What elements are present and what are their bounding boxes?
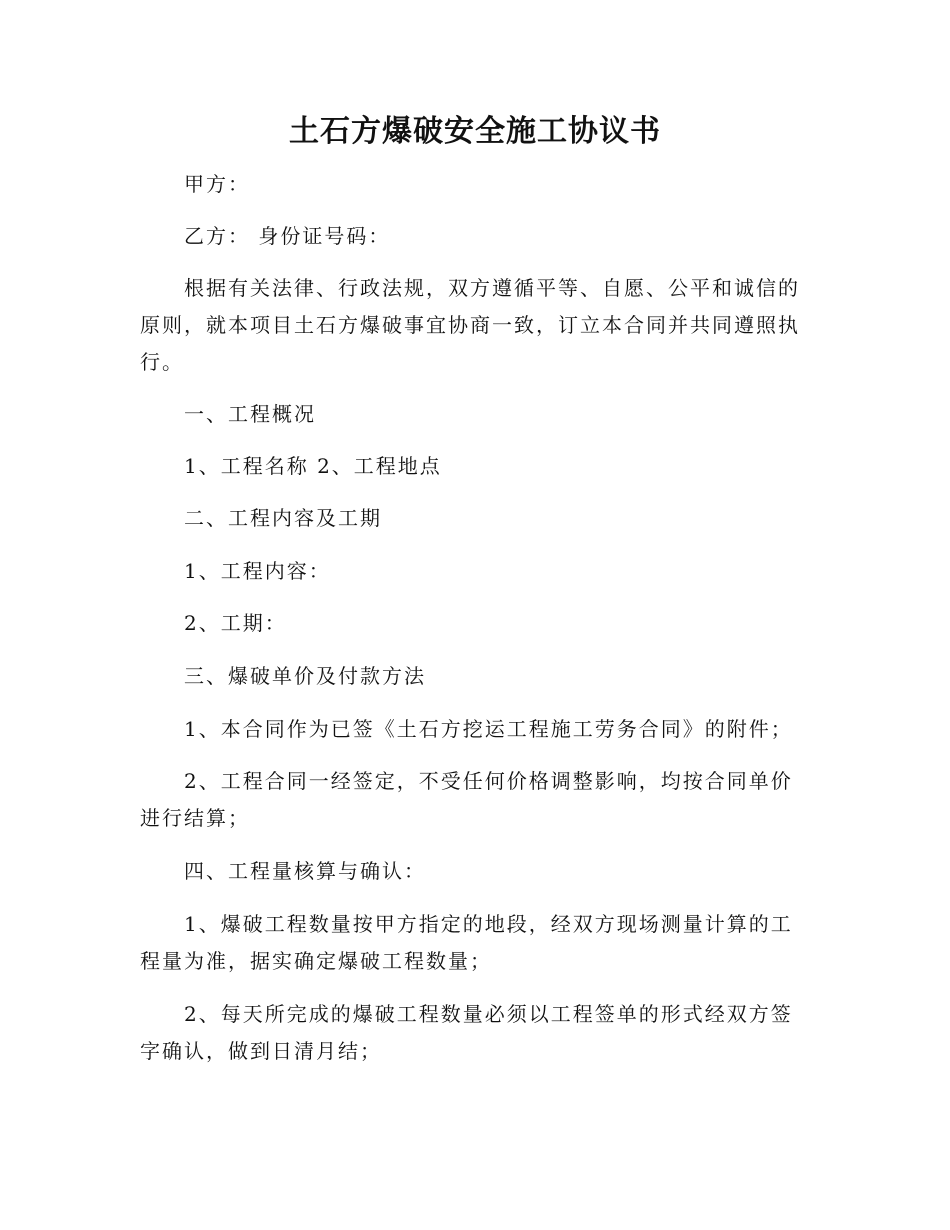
section-heading-3: 三、爆破单价及付款方法: [184, 664, 426, 688]
contract-attachment-clause: 1、本合同作为已签《土石方挖运工程施工劳务合同》的附件；: [184, 717, 793, 741]
settlement-clause: 2、工程合同一经签定，不受任何价格调整影响，均按合同单价进行结算；: [140, 769, 793, 830]
quantity-measurement-clause: 1、爆破工程数量按甲方指定的地段，经双方现场测量计算的工程量为准，据实确定爆破工程数量；: [140, 912, 793, 973]
party-a-line: 甲方：: [184, 172, 250, 196]
section-heading-1: 一、工程概况: [184, 402, 316, 426]
party-b-line: 乙方： 身份证号码：: [184, 224, 391, 248]
work-content-line: 1、工程内容：: [184, 559, 331, 583]
section-heading-4: 四、工程量核算与确认：: [184, 859, 426, 883]
preamble-paragraph: 根据有关法律、行政法规，双方遵循平等、自愿、公平和诚信的原则，就本项目土石方爆破事宜协商一致，订立本合同并共同遵照执行。: [140, 276, 800, 374]
daily-signoff-clause: 2、每天所完成的爆破工程数量必须以工程签单的形式经双方签字确认，做到日清月结；: [140, 1002, 793, 1063]
section-heading-2: 二、工程内容及工期: [184, 506, 382, 530]
document-title: 土石方爆破安全施工协议书: [289, 114, 661, 149]
work-period-line: 2、工期：: [184, 611, 287, 635]
project-name-location: 1、工程名称 2、工程地点: [184, 454, 442, 478]
